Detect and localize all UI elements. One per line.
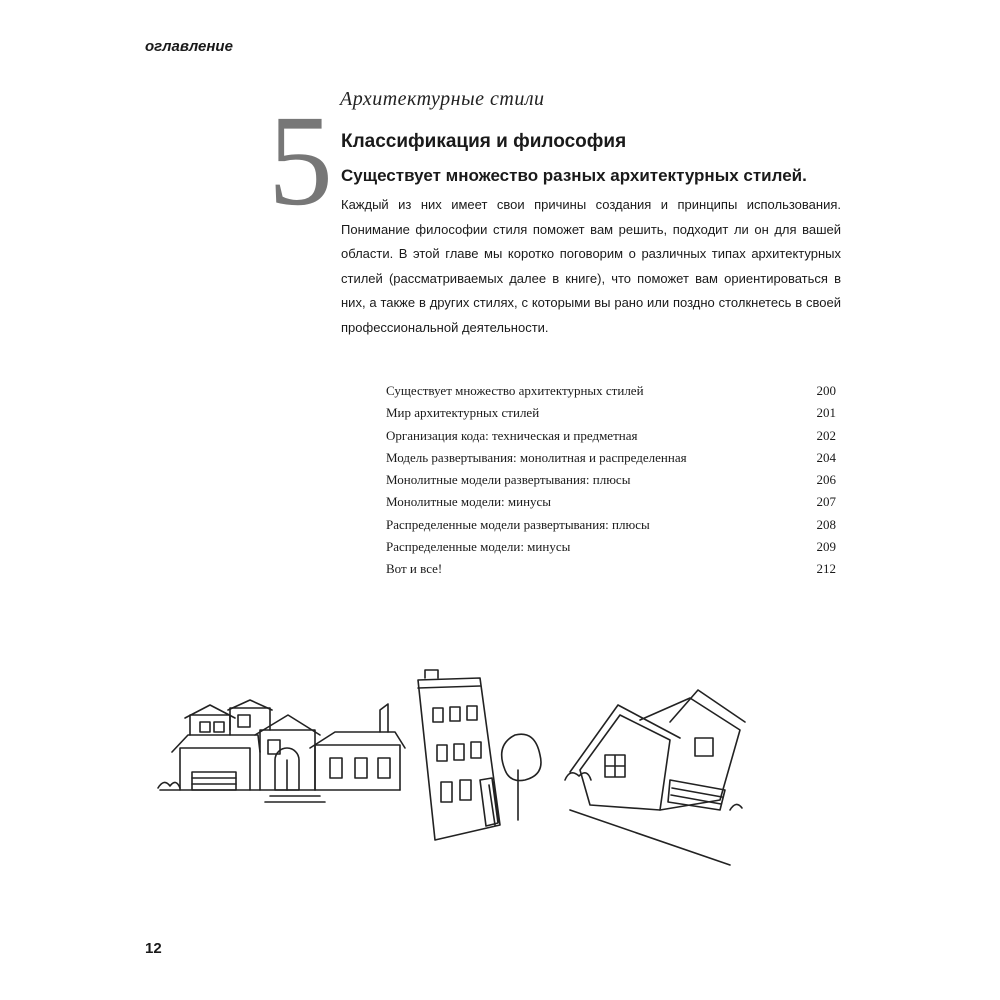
toc-row[interactable] (386, 380, 836, 402)
suburban-house-icon (158, 700, 405, 802)
toc-entry-page: 202 (816, 427, 836, 443)
chapter-kicker: Архитектурные стили (340, 88, 545, 110)
townhouse-icon (418, 670, 541, 840)
toc-row[interactable] (386, 425, 836, 447)
toc-row[interactable] (386, 402, 836, 424)
toc-entry-title: Организация кода: техническая и предметная (386, 427, 638, 443)
table-of-contents (386, 380, 836, 581)
toc-entry-page: 200 (816, 383, 836, 398)
houses-illustration (150, 660, 750, 870)
toc-entry-page: 207 (816, 494, 836, 510)
toc-entry-page: 212 (816, 561, 836, 577)
toc-entry-page: 209 (816, 539, 836, 555)
toc-entry-title: Мир архитектурных стилей (386, 405, 540, 421)
toc-entry-title: Монолитные модели развертывания: плюсы (386, 472, 631, 488)
toc-entry-title: Монолитные модели: минусы (386, 494, 552, 510)
toc-entry-page: 208 (816, 516, 836, 532)
toc-entry-title: Модель развертывания: монолитная и распределенная (386, 449, 687, 465)
chapter-body: Каждый из них имеет свои причины создания и принципы использования. Понимание философии стиля поможет вам решить, подходит ли он для вашей области. В этой главе мы коротко поговорим о различных типах архитектурных стилей (рассматриваемых далее в книге), что поможет вам ориентироваться в них, а также в других стилях, с которыми вы рано или поздно столкнетесь в своей профессиональной деятельности. (341, 197, 841, 335)
toc-entry-page: 206 (816, 472, 836, 488)
toc-row[interactable] (386, 491, 836, 513)
toc-row[interactable] (386, 447, 836, 469)
toc-entry-title: Вот и все! (386, 561, 443, 577)
toc-entry-title: Существует множество архитектурных стилей (386, 383, 644, 398)
chapter-subtitle: Существует множество разных архитектурных стилей. (341, 166, 807, 185)
chapter-number: 5 (268, 89, 333, 233)
toc-row[interactable] (386, 558, 836, 580)
toc-entry-title: Распределенные модели: минусы (386, 539, 571, 555)
page-number: 12 (145, 940, 162, 957)
section-label: оглавление (145, 38, 233, 55)
toc-entry-page: 201 (816, 405, 836, 421)
toc-entry-title: Распределенные модели развертывания: плюсы (386, 516, 650, 532)
toc-row[interactable] (386, 469, 836, 491)
toc-row[interactable] (386, 536, 836, 558)
tilted-house-icon (565, 690, 745, 865)
toc-entry-page: 204 (816, 449, 836, 465)
chapter-title: Классификация и философия (341, 131, 627, 152)
toc-row[interactable] (386, 514, 836, 536)
